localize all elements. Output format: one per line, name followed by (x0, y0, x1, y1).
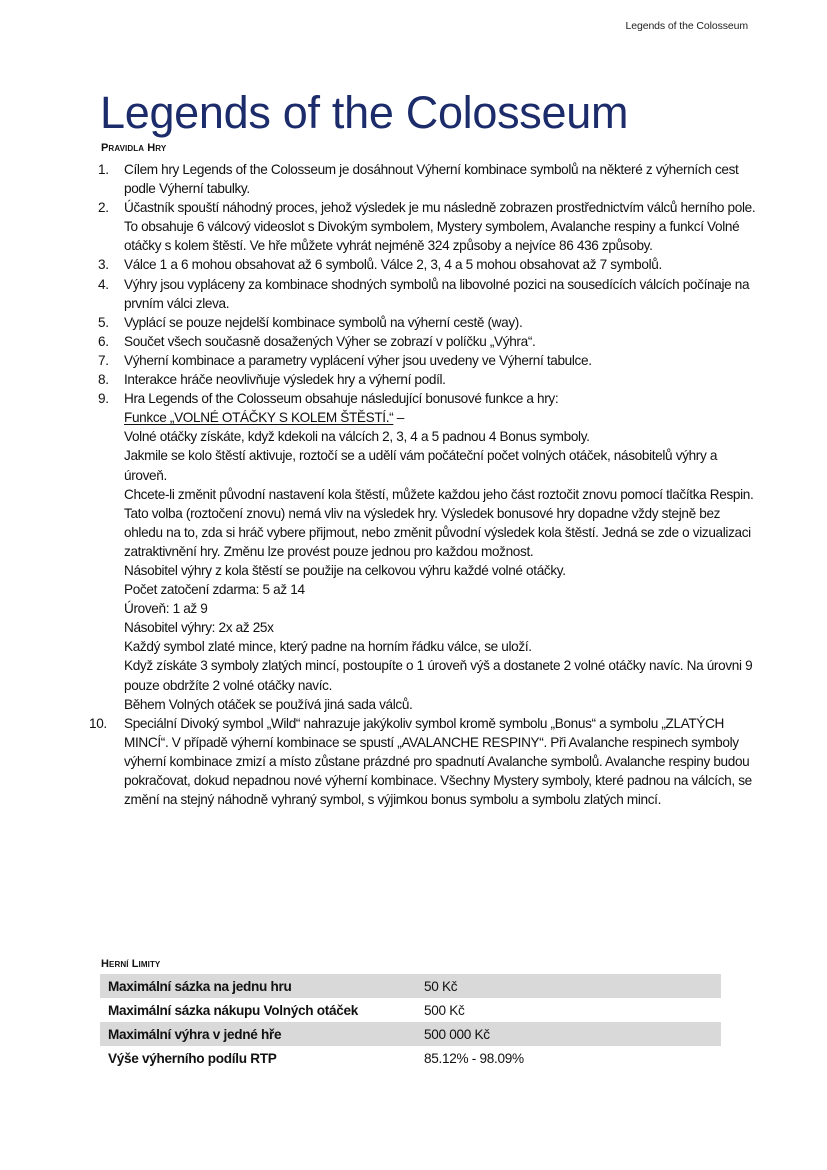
section-heading-rules: Pravidla Hry (101, 142, 167, 154)
rule-number: 1. (98, 162, 109, 177)
limits-row (100, 974, 721, 998)
rule-item (98, 198, 758, 255)
limits-row (100, 998, 721, 1022)
feature-paragraph: Jakmile se kolo štěstí aktivuje, roztočí se a udělí vám počáteční počet volných otáček, násobitelů výhry a úroveň. (124, 448, 718, 483)
rule-text: Hra Legends of the Colosseum obsahuje následující bonusové funkce a hry: (124, 391, 559, 407)
limit-value: 50 Kč (416, 974, 721, 998)
rule-item (98, 351, 758, 370)
rule-number: 8. (98, 372, 109, 388)
feature-heading-line (124, 408, 758, 427)
feature-paragraph: Násobitel výhry z kola štěstí se použije na celkovou výhru každé volné otáčky. (124, 562, 566, 578)
rule-number: 2. (98, 200, 109, 216)
rule-item-bonus-features (98, 389, 758, 714)
rule-text: Speciální Divoký symbol „Wild“ nahrazuje jakýkoliv symbol kromě symbolu „Bonus“ a symbolu „ZLATÝCH MINCÍ“. V případě výherní kombinace se spustí „AVALANCHE RESPINY“. Při Avalanche respinech symboly výherní kombinace zmizí a místo zůstane prázdné pro spadnutí Avalanche symbolů. Avalanche respiny budou pokračovat, dokud nepadnou nové výherní kombinace. Všechny Mystery symboly, které padnou na válcích, se změní na stejný náhodně vyhraný symbol, s výjimkou bonus symbolu a symbolu zlatých mincí. (124, 715, 752, 808)
rule-item (89, 714, 758, 809)
rule-item (98, 370, 758, 389)
rule-number: 10. (89, 715, 107, 731)
game-limits-table (100, 974, 721, 1070)
limit-value: 500 Kč (424, 1002, 465, 1018)
rule-number: 3. (98, 257, 109, 273)
rule-text: Válce 1 a 6 mohou obsahovat až 6 symbolů. Válce 2, 3, 4 a 5 mohou obsahovat až 7 symbolů. (124, 257, 662, 273)
rule-text: Cílem hry Legends of the Colosseum je dosáhnout Výherní kombinace symbolů na některé z výherních cest podle Výherní tabulky. (124, 162, 739, 197)
feature-heading-dash: – (393, 410, 404, 426)
rule-item (98, 255, 758, 274)
rule-number: 6. (98, 333, 109, 349)
limit-label: Maximální sázka nákupu Volných otáček (108, 1002, 359, 1018)
limits-row (100, 1022, 721, 1046)
rule-item (98, 332, 758, 351)
rule-text: Vyplácí se pouze nejdelší kombinace symbolů na výherní cestě (way). (124, 314, 523, 330)
feature-paragraph: Volné otáčky získáte, když kdekoli na válcích 2, 3, 4 a 5 padnou 4 Bonus symboly. (124, 429, 590, 445)
limit-label: Maximální výhra v jedné hře (100, 1022, 416, 1046)
feature-paragraph: Každý symbol zlaté mince, který padne na horním řádku válce, se uloží. (124, 639, 532, 655)
feature-level-range: Úroveň: 1 až 9 (124, 601, 208, 617)
rule-text: Výhry jsou vypláceny za kombinace shodných symbolů na libovolné pozici na sousedících válcích počínaje na prvním válci zleva. (124, 276, 750, 311)
running-header: Legends of the Colosseum (625, 20, 748, 32)
feature-multiplier-range: Násobitel výhry: 2x až 25x (124, 620, 274, 636)
rule-text: Interakce hráče neovlivňuje výsledek hry a výherní podíl. (124, 372, 446, 388)
page-title: Legends of the Colosseum (100, 87, 629, 138)
rule-number: 7. (98, 352, 109, 368)
rule-item (98, 160, 758, 198)
limit-label: Maximální sázka na jednu hru (100, 974, 416, 998)
rule-number: 9. (98, 391, 109, 407)
rule-item (98, 313, 758, 332)
feature-paragraph: Během Volných otáček se používá jiná sada válců. (124, 696, 413, 712)
limit-value: 500 000 Kč (416, 1022, 721, 1046)
rule-text: Účastník spouští náhodný proces, jehož výsledek je mu následně zobrazen prostřednictvím válců herního pole. To obsahuje 6 válcový videoslot s Divokým symbolem, Mystery symbolem, Avalanche respiny a funkcí Volné otáčky s kolem štěstí. Ve hře můžete vyhrát nejméně 324 způsoby a nejvíce 86 436 způsoby. (124, 200, 756, 254)
rule-number: 5. (98, 314, 109, 330)
feature-paragraph: Když získáte 3 symboly zlatých mincí, postoupíte o 1 úroveň výš a dostanete 2 volné otáčky navíc. Na úrovni 9 pouze obdržíte 2 volné otáčky navíc. (124, 658, 753, 693)
rule-text: Výherní kombinace a parametry vyplácení výher jsou uvedeny ve Výherní tabulce. (124, 352, 592, 368)
rules-list (89, 160, 758, 809)
rule-number: 4. (98, 276, 109, 292)
rule-item (98, 275, 758, 313)
rule-text: Součet všech současně dosažených Výher se zobrazí v políčku „Výhra“. (124, 333, 536, 349)
section-heading-limits: Herní Limity (101, 958, 161, 970)
feature-free-spins-count: Počet zatočení zdarma: 5 až 14 (124, 582, 305, 598)
limit-value: 85.12% - 98.09% (424, 1050, 524, 1066)
feature-heading-free-spins-wheel: Funkce „VOLNÉ OTÁČKY S KOLEM ŠTĚSTÍ.“ (124, 410, 394, 426)
limit-label: Výše výherního podílu RTP (108, 1050, 277, 1066)
limits-row (100, 1046, 721, 1070)
feature-paragraph: Chcete-li změnit původní nastavení kola štěstí, můžete každou jeho část roztočit znovu pomocí tlačítka Respin. Tato volba (roztočení znovu) nemá vliv na výsledek hry. Výsledek bonusové hry dopadne vždy stejně bez ohledu na to, zda si hráč vybere přijmout, nebo změnit původní výsledek kola štěstí. Jedná se zde o vizualizaci zatraktivnění hry. Změnu lze provést pouze jednou pro každou možnost. (124, 486, 754, 559)
